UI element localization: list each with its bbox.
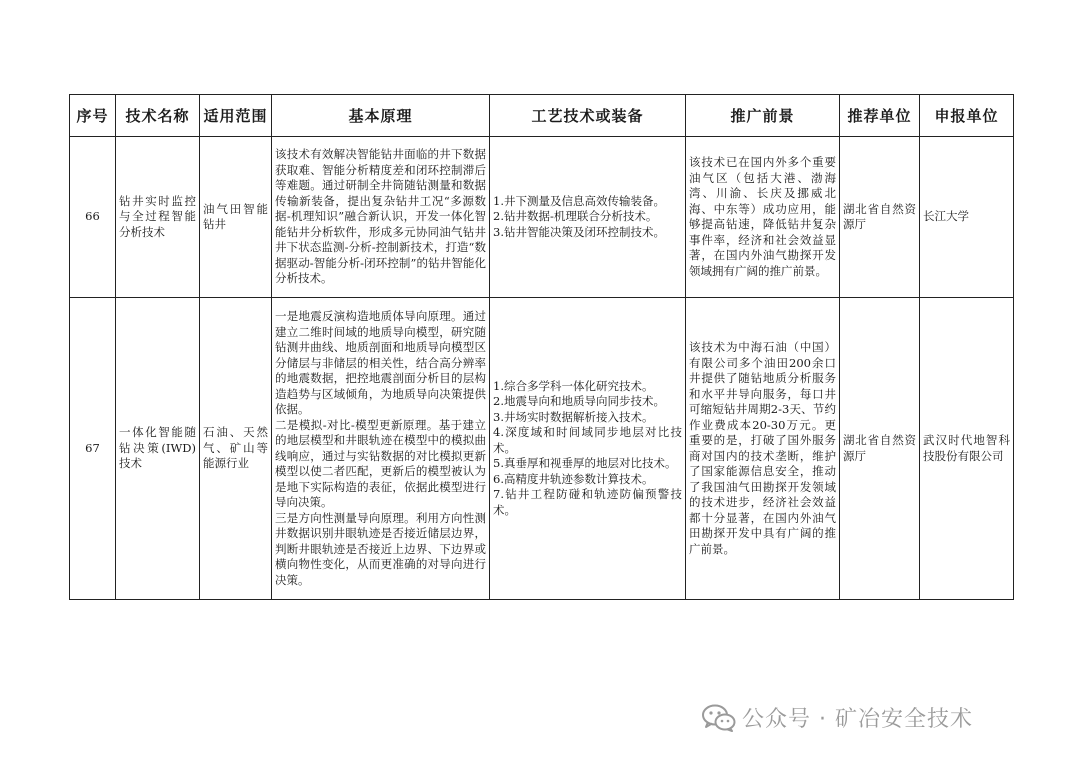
row-number: 66 xyxy=(70,137,116,298)
tech-equipment xyxy=(490,137,686,298)
row-number: 67 xyxy=(70,298,116,600)
header-prospect: 推广前景 xyxy=(686,95,840,137)
tech-prospect: 该技术已在国内外多个重要油气区（包括大港、渤海湾、川渝、长庆及挪威北海、中东等）成功应用，能够提高钻速，降低钻井复杂事件率，经济和社会效益显著，在国内外油气勘探开发领域拥有广阔的推广前景。 xyxy=(686,137,840,298)
wechat-watermark xyxy=(702,702,973,733)
tech-principle xyxy=(272,298,490,600)
equipment-item: 2.钻井数据-机理联合分析技术。 xyxy=(493,209,658,224)
equipment-item: 5.真垂厚和视垂厚的地层对比技术。 xyxy=(493,456,677,471)
wechat-icon xyxy=(702,704,736,732)
header-equipment: 工艺技术或装备 xyxy=(490,95,686,137)
header-applicant: 申报单位 xyxy=(920,95,1014,137)
equipment-item: 1.井下测量及信息高效传输装备。 xyxy=(493,193,665,208)
header-recommender: 推荐单位 xyxy=(840,95,920,137)
header-principle: 基本原理 xyxy=(272,95,490,137)
equipment-item: 1.综合多学科一体化研究技术。 xyxy=(493,378,654,393)
recommender: 湖北省自然资源厅 xyxy=(840,298,920,600)
tech-scope: 油气田智能钻井 xyxy=(200,137,272,298)
equipment-item: 2.地震导向和地质导向同步技术。 xyxy=(493,394,665,409)
principle-paragraph: 二是模拟-对比-模型更新原理。基于建立的地层模型和井眼轨迹在模型中的模拟曲线响应，通过与实钻数据的对比模拟更新模型以使二者匹配，更新后的模型被认为是地下实际构造的表征，依据此模型进行导向决策。 xyxy=(275,417,486,509)
tech-scope: 石油、天然气、矿山等能源行业 xyxy=(200,298,272,600)
header-scope: 适用范围 xyxy=(200,95,272,137)
table-row xyxy=(70,298,1014,600)
header-tech-name: 技术名称 xyxy=(116,95,200,137)
recommender: 湖北省自然资源厅 xyxy=(840,137,920,298)
technology-table xyxy=(69,94,1014,600)
header-row xyxy=(70,95,1014,137)
tech-name: 一体化智能随钻决策(IWD)技术 xyxy=(116,298,200,600)
principle-paragraph: 一是地震反演构造地质体导向原理。通过建立二维时间域的地质导向模型，研究随钻测井曲线、地质剖面和地质导向模型区分储层与非储层的相关性，结合高分辨率的地震数据，把控地震剖面分析目的层构造趋势与区域倾角，为地质导向决策提供依据。 xyxy=(275,309,486,416)
principle-paragraph: 三是方向性测量导向原理。利用方向性测井数据识别井眼轨迹是否接近储层边界，判断井眼轨迹是否接近上边界、下边界或横向物性变化，从而更准确的对导向进行决策。 xyxy=(275,510,486,587)
tech-principle xyxy=(272,137,490,298)
watermark-text: 公众号 · 矿冶安全技术 xyxy=(742,707,973,732)
tech-prospect: 该技术为中海石油（中国）有限公司多个油田200余口井提供了随钻地质分析服务和水平井导向服务，每口井可缩短钻井周期2-3天、节约作业费成本20-30万元。更重要的是，打破了国外服务商对国内的技术垄断，维护了国家能源信息安全，推动了我国油气田勘探开发领域的技术进步，经济社会效益都十分显著，在国内外油气田勘探开发中具有广阔的推广前景。 xyxy=(686,298,840,600)
principle-paragraph: 该技术有效解决智能钻井面临的井下数据获取难、智能分析精度差和闭环控制滞后等难题。通过研制全井筒随钻测量和数据传输新装备，提出复杂钻井工况“多源数据-机理知识”融合新认识，开发一体化智能钻井分析软件，形成多元协同油气钻井井下状态监测-分析-控制新技术，打造“数据驱动-智能分析-闭环控制”的钻井智能化分析技术。 xyxy=(275,147,486,286)
equipment-item: 3.井场实时数据解析接入技术。 xyxy=(493,409,654,424)
equipment-item: 6.高精度井轨迹参数计算技术。 xyxy=(493,471,654,486)
tech-equipment xyxy=(490,298,686,600)
tech-name: 钻井实时监控与全过程智能分析技术 xyxy=(116,137,200,298)
applicant: 长江大学 xyxy=(920,137,1014,298)
equipment-item: 4.深度域和时间域同步地层对比技术。 xyxy=(493,425,682,455)
equipment-item: 3.钻井智能决策及闭环控制技术。 xyxy=(493,224,665,239)
equipment-item: 7.钻井工程防碰和轨迹防偏预警技术。 xyxy=(493,487,682,517)
applicant: 武汉时代地智科技股份有限公司 xyxy=(920,298,1014,600)
header-number: 序号 xyxy=(70,95,116,137)
table-row xyxy=(70,137,1014,298)
